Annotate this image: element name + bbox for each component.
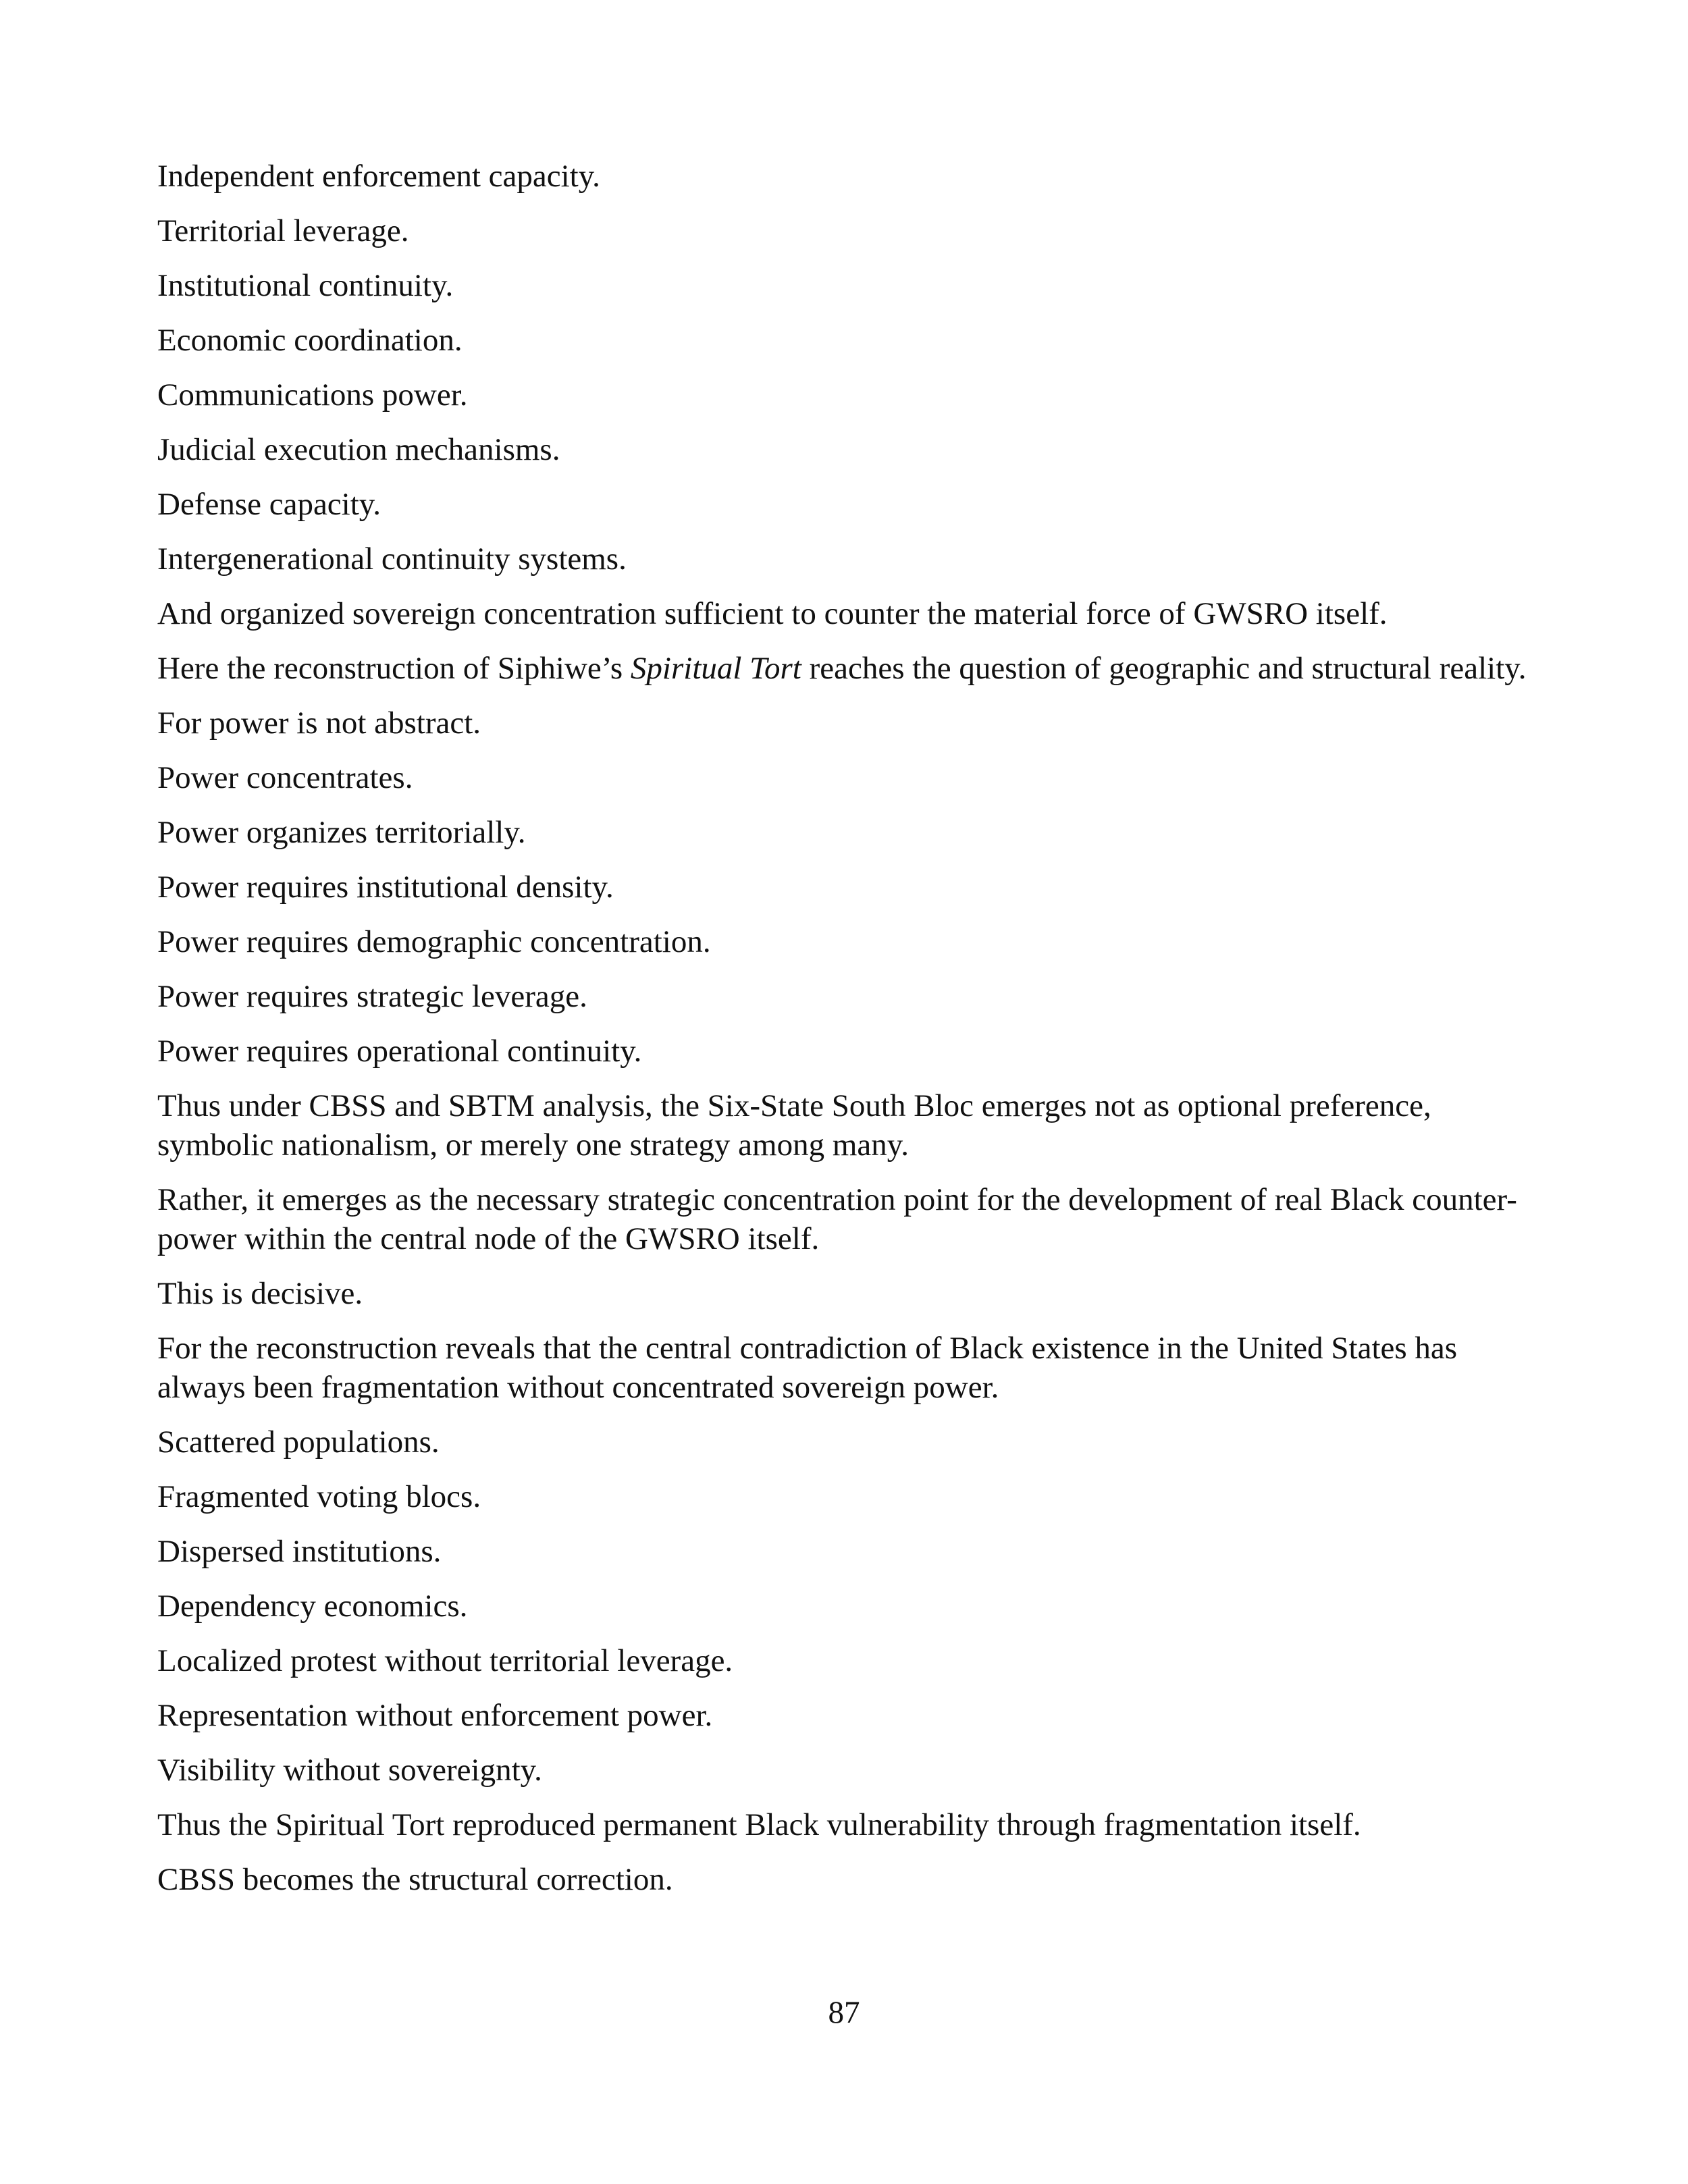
paragraph-localized-protest: Localized protest without territorial leverage. bbox=[157, 1643, 733, 1678]
paragraph-structural-correction: CBSS becomes the structural correction. bbox=[157, 1862, 673, 1897]
paragraph-economic-coordination: Economic coordination. bbox=[157, 323, 463, 358]
paragraph-judicial-execution: Judicial execution mechanisms. bbox=[157, 432, 560, 467]
paragraph-dispersed-institutions: Dispersed institutions. bbox=[157, 1534, 442, 1569]
paragraph-power-not-abstract: For power is not abstract. bbox=[157, 705, 481, 741]
paragraph-central-contradiction: For the reconstruction reveals that the central contradiction of Black existence in the United States has always been fragmentation without concentrated sovereign power. bbox=[157, 1331, 1458, 1405]
paragraph-institutional-continuity: Institutional continuity. bbox=[157, 268, 454, 303]
paragraph-permanent-vulnerability: Thus the Spiritual Tort reproduced permanent Black vulnerability through fragmentation itself. bbox=[157, 1807, 1361, 1842]
paragraph-power-institutional-density: Power requires institutional density. bbox=[157, 870, 614, 905]
page-number: 87 bbox=[828, 1995, 860, 2030]
body-text bbox=[157, 157, 1528, 1915]
paragraph-text-after: reaches the question of geographic and structural reality. bbox=[801, 651, 1527, 686]
paragraph-power-operational-continuity: Power requires operational continuity. bbox=[157, 1034, 642, 1069]
paragraph-intergenerational-continuity: Intergenerational continuity systems. bbox=[157, 541, 627, 577]
book-title-italic: Spiritual Tort bbox=[630, 651, 801, 686]
paragraph-enforcement-capacity: Independent enforcement capacity. bbox=[157, 159, 600, 194]
paragraph-territorial-leverage: Territorial leverage. bbox=[157, 213, 409, 248]
paragraph-defense-capacity: Defense capacity. bbox=[157, 487, 381, 522]
paragraph-communications-power: Communications power. bbox=[157, 377, 468, 412]
paragraph-fragmented-voting: Fragmented voting blocs. bbox=[157, 1479, 481, 1514]
paragraph-six-state-south-bloc: Thus under CBSS and SBTM analysis, the Six-State South Bloc emerges not as optional preference, symbolic nationalism, or merely one strategy among many. bbox=[157, 1088, 1431, 1163]
paragraph-spiritual-tort-reconstruction bbox=[157, 649, 1528, 688]
paragraph-sovereign-concentration: And organized sovereign concentration sufficient to counter the material force of GWSRO itself. bbox=[157, 596, 1388, 631]
paragraph-scattered-populations: Scattered populations. bbox=[157, 1424, 440, 1460]
paragraph-power-territorial: Power organizes territorially. bbox=[157, 815, 526, 850]
paragraph-power-strategic-leverage: Power requires strategic leverage. bbox=[157, 979, 587, 1014]
paragraph-power-demographic: Power requires demographic concentration. bbox=[157, 924, 711, 959]
paragraph-dependency-economics: Dependency economics. bbox=[157, 1589, 468, 1624]
paragraph-visibility: Visibility without sovereignty. bbox=[157, 1753, 542, 1788]
paragraph-text-before: Here the reconstruction of Siphiwe’s bbox=[157, 651, 631, 686]
paragraph-strategic-concentration-point: Rather, it emerges as the necessary strategic concentration point for the development of real Black counter-power within the central node of the GWSRO itself. bbox=[157, 1182, 1517, 1256]
paragraph-representation: Representation without enforcement power. bbox=[157, 1698, 713, 1733]
paragraph-decisive: This is decisive. bbox=[157, 1276, 363, 1311]
paragraph-power-concentrates: Power concentrates. bbox=[157, 760, 413, 795]
